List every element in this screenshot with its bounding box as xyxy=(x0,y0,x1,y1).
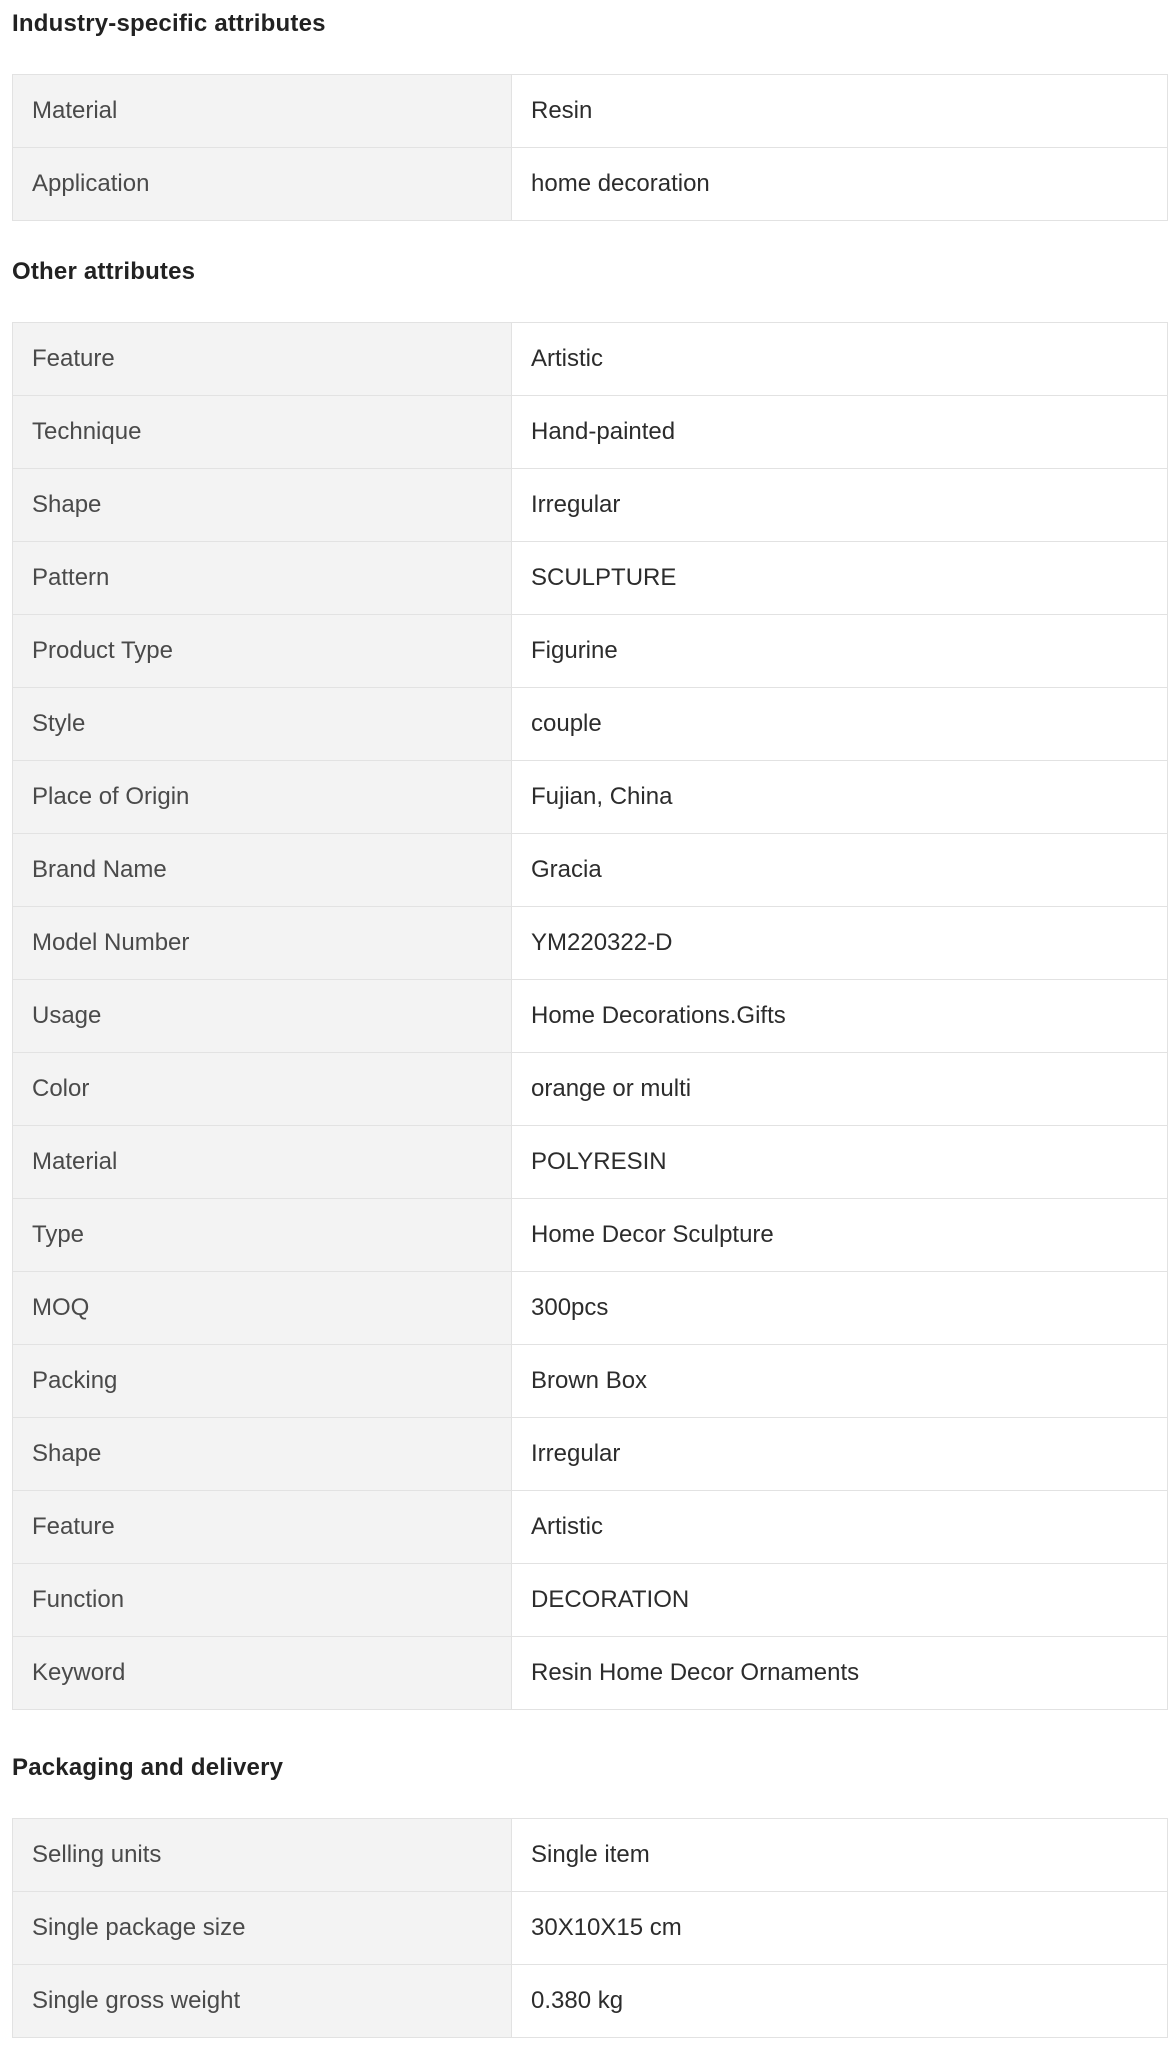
table-row xyxy=(13,761,1168,834)
attribute-value: Artistic xyxy=(512,1491,1168,1564)
attribute-value: YM220322-D xyxy=(512,907,1168,980)
attribute-key: Keyword xyxy=(13,1637,512,1710)
attribute-value: SCULPTURE xyxy=(512,542,1168,615)
attribute-value: orange or multi xyxy=(512,1053,1168,1126)
table-row xyxy=(13,834,1168,907)
attribute-key: Material xyxy=(13,1126,512,1199)
attribute-key: Packing xyxy=(13,1345,512,1418)
attribute-value: Fujian, China xyxy=(512,761,1168,834)
attribute-key: MOQ xyxy=(13,1272,512,1345)
attribute-value: Gracia xyxy=(512,834,1168,907)
attribute-value: home decoration xyxy=(512,148,1168,221)
attribute-value: Single item xyxy=(512,1819,1168,1892)
table-row xyxy=(13,148,1168,221)
attribute-value: Artistic xyxy=(512,323,1168,396)
table-row xyxy=(13,615,1168,688)
table-row xyxy=(13,1965,1168,2038)
attribute-value: Resin Home Decor Ornaments xyxy=(512,1637,1168,1710)
attribute-key: Single gross weight xyxy=(13,1965,512,2038)
table-row xyxy=(13,1892,1168,1965)
attribute-value: 30X10X15 cm xyxy=(512,1892,1168,1965)
other-attributes-table xyxy=(12,322,1168,1710)
table-row xyxy=(13,1491,1168,1564)
attribute-value: Figurine xyxy=(512,615,1168,688)
attribute-key: Pattern xyxy=(13,542,512,615)
table-row xyxy=(13,688,1168,761)
attribute-key: Usage xyxy=(13,980,512,1053)
attribute-key: Product Type xyxy=(13,615,512,688)
attribute-value: Resin xyxy=(512,75,1168,148)
attribute-key: Place of Origin xyxy=(13,761,512,834)
attribute-key: Technique xyxy=(13,396,512,469)
attribute-value: Irregular xyxy=(512,469,1168,542)
attribute-key: Feature xyxy=(13,323,512,396)
attribute-key: Material xyxy=(13,75,512,148)
table-row xyxy=(13,1564,1168,1637)
attribute-key: Type xyxy=(13,1199,512,1272)
table-row xyxy=(13,396,1168,469)
attribute-value: couple xyxy=(512,688,1168,761)
table-row xyxy=(13,1418,1168,1491)
section-title-industry-specific: Industry-specific attributes xyxy=(12,10,326,37)
section-title-packaging-and-delivery: Packaging and delivery xyxy=(12,1754,284,1781)
table-row xyxy=(13,469,1168,542)
attribute-value: DECORATION xyxy=(512,1564,1168,1637)
attribute-key: Brand Name xyxy=(13,834,512,907)
table-row xyxy=(13,907,1168,980)
attribute-key: Application xyxy=(13,148,512,221)
table-row xyxy=(13,1345,1168,1418)
attribute-value: 300pcs xyxy=(512,1272,1168,1345)
attribute-key: Shape xyxy=(13,1418,512,1491)
table-row xyxy=(13,1199,1168,1272)
table-row xyxy=(13,1126,1168,1199)
attribute-key: Function xyxy=(13,1564,512,1637)
attribute-key: Color xyxy=(13,1053,512,1126)
attribute-value: 0.380 kg xyxy=(512,1965,1168,2038)
attribute-value: Irregular xyxy=(512,1418,1168,1491)
section-title-other-attributes: Other attributes xyxy=(12,258,196,285)
table-row xyxy=(13,542,1168,615)
attribute-key: Single package size xyxy=(13,1892,512,1965)
table-row xyxy=(13,1272,1168,1345)
table-row xyxy=(13,1819,1168,1892)
packaging-and-delivery-table xyxy=(12,1818,1168,2038)
attribute-value: Hand-painted xyxy=(512,396,1168,469)
attribute-key: Model Number xyxy=(13,907,512,980)
attribute-value: Home Decor Sculpture xyxy=(512,1199,1168,1272)
table-row xyxy=(13,75,1168,148)
attribute-key: Style xyxy=(13,688,512,761)
table-row xyxy=(13,323,1168,396)
attribute-key: Feature xyxy=(13,1491,512,1564)
industry-specific-attributes-table xyxy=(12,74,1168,221)
table-row xyxy=(13,1053,1168,1126)
table-row xyxy=(13,1637,1168,1710)
attribute-value: Home Decorations.Gifts xyxy=(512,980,1168,1053)
attribute-key: Selling units xyxy=(13,1819,512,1892)
attribute-value: POLYRESIN xyxy=(512,1126,1168,1199)
table-row xyxy=(13,980,1168,1053)
attribute-value: Brown Box xyxy=(512,1345,1168,1418)
attribute-key: Shape xyxy=(13,469,512,542)
